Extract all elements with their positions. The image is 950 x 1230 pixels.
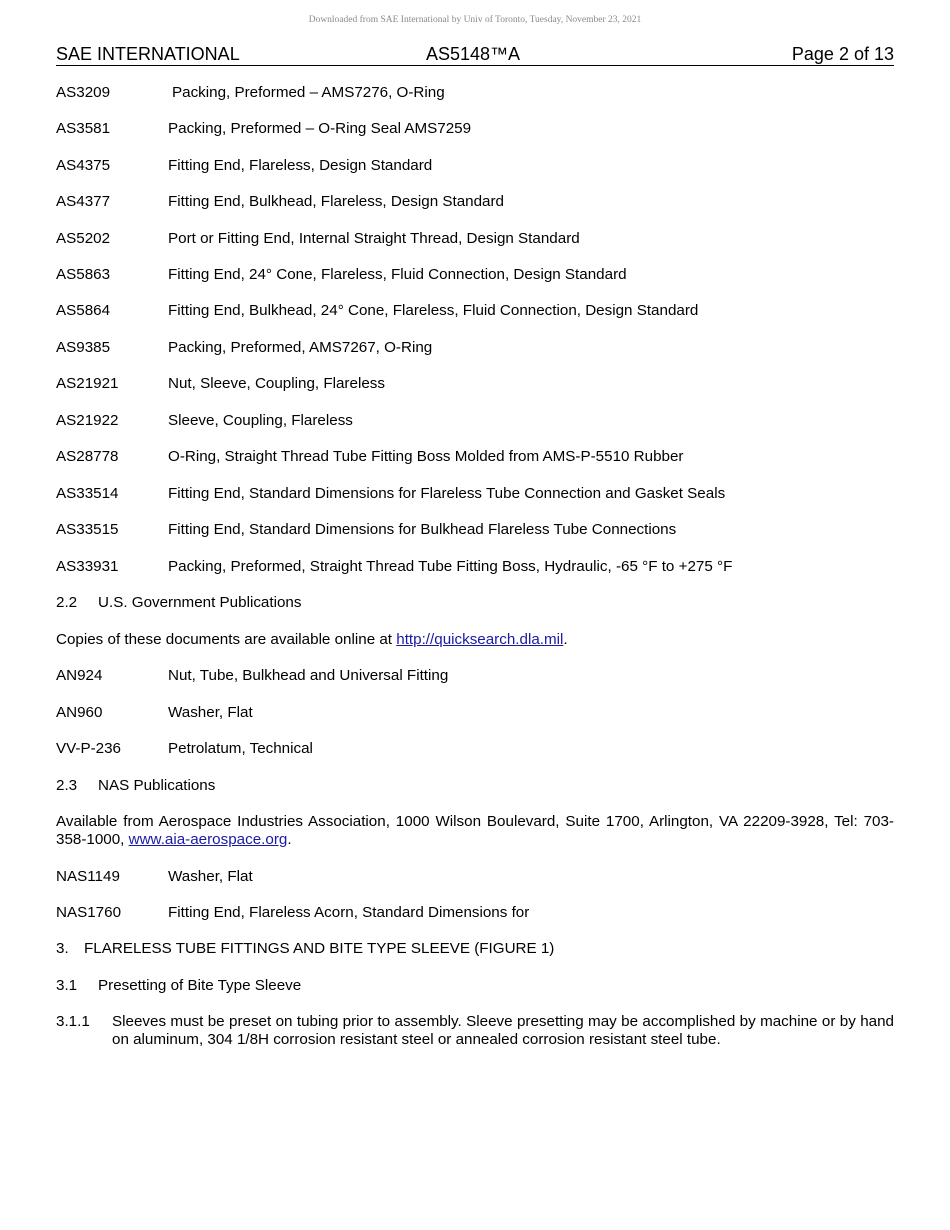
reference-title: Fitting End, Flareless Acorn, Standard Dimensions for	[168, 904, 530, 921]
reference-title: Port or Fitting End, Internal Straight Thread, Design Standard	[168, 230, 580, 247]
reference-title: Fitting End, Standard Dimensions for Bulkhead Flareless Tube Connections	[168, 521, 677, 538]
section-number: 3.1	[56, 977, 78, 994]
reference-code: AS4377	[56, 193, 111, 210]
sentence-end: .	[287, 831, 292, 848]
reference-code: AS9385	[56, 339, 111, 356]
reference-code: AN960	[56, 704, 103, 721]
reference-title: Fitting End, Bulkhead, Flareless, Design Standard	[168, 193, 504, 210]
reference-title: Nut, Tube, Bulkhead and Universal Fitting	[168, 667, 449, 684]
reference-code: AS33931	[56, 558, 119, 575]
reference-code: AS3209	[56, 84, 111, 101]
reference-code: AS5202	[56, 230, 111, 247]
reference-code: AS5864	[56, 302, 111, 319]
dla-quicksearch-link[interactable]: http://quicksearch.dla.mil	[396, 631, 564, 648]
reference-title: Packing, Preformed – AMS7276, O-Ring	[172, 84, 445, 101]
aia-availability-text: Available from Aerospace Industries Association, 1000 Wilson Boulevard, Suite 1700, Arlington, VA 22209-3928, Tel: 703-358-1000,	[56, 813, 894, 848]
header-page-number: Page 2 of 13	[791, 44, 894, 64]
reference-title: Nut, Sleeve, Coupling, Flareless	[168, 375, 385, 392]
reference-code: AN924	[56, 667, 103, 684]
reference-code: AS21922	[56, 412, 119, 429]
reference-title: Fitting End, 24° Cone, Flareless, Fluid Connection, Design Standard	[168, 266, 627, 283]
reference-code: AS28778	[56, 448, 119, 465]
reference-code: NAS1760	[56, 904, 122, 921]
section-number: 2.2	[56, 594, 78, 611]
section-title: Presetting of Bite Type Sleeve	[98, 977, 302, 994]
reference-code: NAS1149	[56, 868, 120, 885]
section-number: 3.	[56, 940, 69, 957]
reference-code: AS3581	[56, 120, 111, 137]
reference-code: AS5863	[56, 266, 111, 283]
reference-title: O-Ring, Straight Thread Tube Fitting Boss Molded from AMS-P-5510 Rubber	[168, 448, 684, 465]
gov-availability-paragraph	[56, 631, 894, 649]
reference-title: Packing, Preformed – O-Ring Seal AMS7259	[168, 120, 472, 137]
aia-website-link[interactable]: www.aia-aerospace.org	[128, 831, 288, 848]
reference-title: Sleeve, Coupling, Flareless	[168, 412, 353, 429]
sentence-end: .	[563, 631, 568, 648]
header-org: SAE INTERNATIONAL	[56, 44, 240, 64]
reference-code: AS33514	[56, 485, 119, 502]
reference-code: VV-P-236	[56, 740, 122, 757]
reference-title: Petrolatum, Technical	[168, 740, 313, 757]
reference-title: Fitting End, Bulkhead, 24° Cone, Flareless, Fluid Connection, Design Standard	[168, 302, 699, 319]
reference-code: AS4375	[56, 157, 111, 174]
reference-title: Fitting End, Standard Dimensions for Flareless Tube Connection and Gasket Seals	[168, 485, 726, 502]
header-doc-number: AS5148™A	[426, 44, 521, 64]
reference-title: Washer, Flat	[168, 868, 253, 885]
reference-title: Packing, Preformed, Straight Thread Tube Fitting Boss, Hydraulic, -65 °F to +275 °F	[168, 558, 733, 575]
aia-availability-paragraph	[56, 813, 894, 849]
clause-text: Sleeves must be preset on tubing prior to assembly. Sleeve presetting may be accomplished by machine or by hand on aluminum, 304 1/8H corrosion resistant steel or annealed corrosion resistant steel tube.	[112, 1013, 894, 1048]
section-number: 2.3	[56, 777, 78, 794]
section-title: U.S. Government Publications	[98, 594, 302, 611]
reference-title: Fitting End, Flareless, Design Standard	[168, 157, 433, 174]
download-watermark: Downloaded from SAE International by Univ of Toronto, Tuesday, November 23, 2021	[308, 15, 642, 25]
reference-title: Packing, Preformed, AMS7267, O-Ring	[168, 339, 433, 356]
page-header	[56, 44, 894, 66]
gov-availability-text: Copies of these documents are available online at	[56, 631, 397, 648]
reference-code: AS21921	[56, 375, 119, 392]
section-title: FLARELESS TUBE FITTINGS AND BITE TYPE SLEEVE (FIGURE 1)	[84, 940, 555, 957]
reference-code: AS33515	[56, 521, 119, 538]
reference-title: Washer, Flat	[168, 704, 253, 721]
section-title: NAS Publications	[98, 777, 216, 794]
clause-number: 3.1.1	[56, 1013, 90, 1030]
